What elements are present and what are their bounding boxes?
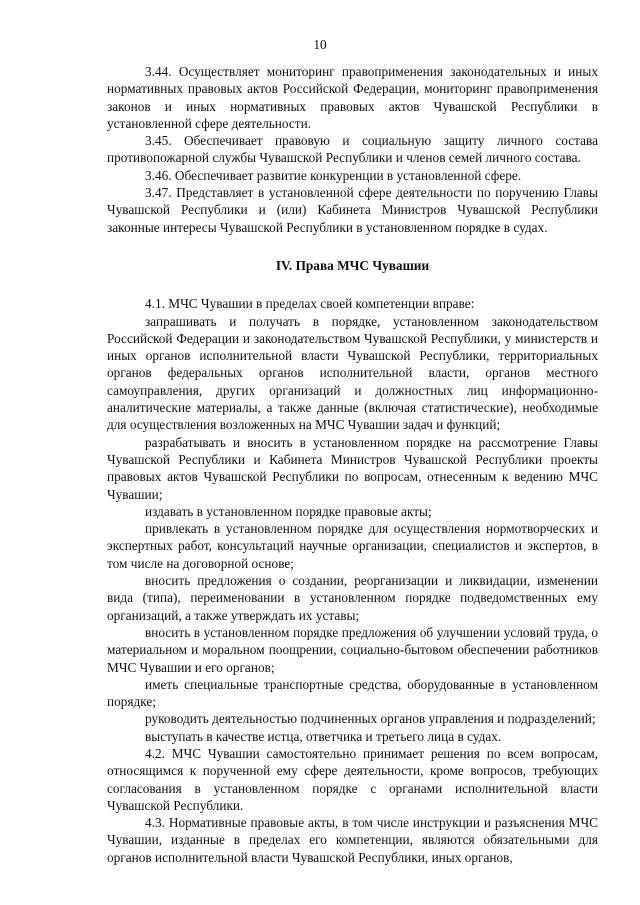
right-item-draft-acts: разрабатывать и вносить в установленном порядке на рассмотрение Главы Чувашской Республики и Кабинета Министров Чувашской Республики проекты правовых актов Чувашской Республики по вопросам, отнесенным к ведению МЧС Чувашии; bbox=[107, 434, 598, 502]
right-item-vehicles: иметь специальные транспортные средства, оборудованные в установленном порядке; bbox=[107, 676, 598, 710]
document-body bbox=[107, 63, 598, 866]
page-number: 10 bbox=[313, 37, 327, 52]
right-item-request-info: запрашивать и получать в порядке, установленном законодательством Российской Федерации и законодательством Чувашской Республики, у министерств и иных органов исполнительной власти Чувашской Республики, территориальных органов федеральных органов исполнительной власти, органов местного самоуправления, других организаций и должностных лиц информационно-аналитические материалы, а также данные (включая статистические), необходимые для осуществления возложенных на МЧС Чувашии задач и функций; bbox=[107, 313, 598, 433]
right-item-management: руководить деятельностью подчиненных органов управления и подразделений; bbox=[145, 711, 596, 727]
paragraph-4-2: 4.2. МЧС Чувашии самостоятельно принимает решения по всем вопросам, относящимся к порученной ему сфере деятельности, кроме вопросов, требующих согласования в установленном порядке с органами исполнительной власти Чувашской Республики. bbox=[107, 745, 598, 813]
right-item-issue-acts: издавать в установленном порядке правовые акты; bbox=[145, 503, 432, 519]
paragraph-4-1: 4.1. МЧС Чувашии в пределах своей компетенции вправе: bbox=[145, 296, 475, 312]
right-item-working-conditions: вносить в установленном порядке предложения об улучшении условий труда, о материальном и моральном поощрении, социально-бытовом обеспечении работников МЧС Чувашии и его органов; bbox=[107, 624, 598, 675]
right-item-engage-experts: привлекать в установленном порядке для осуществления нормотворческих и экспертных работ, консультаций научные организации, специалистов и экспертов, в том числе на договорной основе; bbox=[107, 521, 598, 571]
section-heading: IV. Права МЧС Чувашии bbox=[275, 257, 430, 273]
paragraph-4-3: 4.3. Нормативные правовые акты, в том числе инструкции и разъяснения МЧС Чувашии, изданные в пределах его компетенции, являются обязательными для органов исполнительной власти Чувашской Республики, иных органов, bbox=[107, 815, 598, 865]
paragraph-3-46: 3.46. Обеспечивает развитие конкуренции в установленной сфере. bbox=[145, 167, 522, 183]
paragraph-3-44: 3.44. Осуществляет мониторинг правоприменения законодательных и иных нормативных правовых актов Российской Федерации, мониторинг правоприменения законов и иных нормативных правовых актов Чувашской Республики в установленной сфере деятельности. bbox=[107, 64, 598, 131]
paragraph-3-45: 3.45. Обеспечивает правовую и социальную защиту личного состава противопожарной службы Чувашской Республики и членов семей личного состава. bbox=[107, 133, 598, 166]
right-item-organizations: вносить предложения о создании, реорганизации и ликвидации, изменении вида (типа), переименовании в установленном порядке подведомственных ему организаций, а также утверждать их уставы; bbox=[107, 573, 598, 623]
paragraph-3-47: 3.47. Представляет в установленной сфере деятельности по поручению Главы Чувашской Республики и (или) Кабинета Министров Чувашской Республики законные интересы Чувашской Республики в установленном порядке в судах. bbox=[107, 185, 598, 235]
right-item-litigation: выступать в качестве истца, ответчика и третьего лица в судах. bbox=[145, 728, 502, 744]
